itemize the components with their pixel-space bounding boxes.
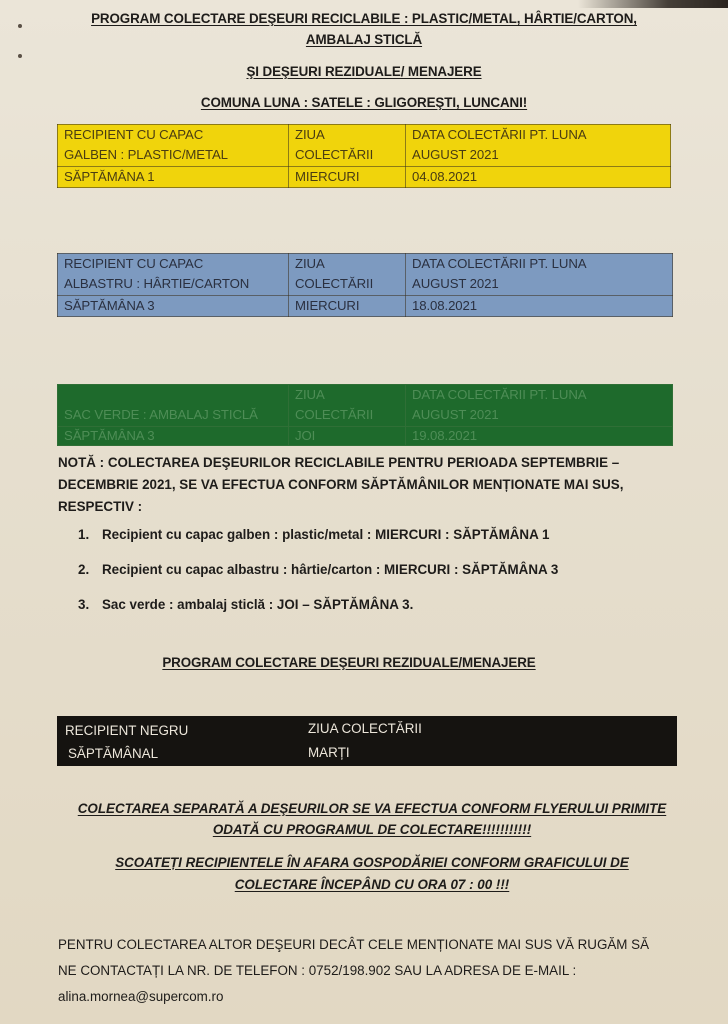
residual-title: PROGRAM COLECTARE DEŞEURI REZIDUALE/MENAJERE — [162, 655, 536, 670]
week-cell: SĂPTĂMÂNA 3 — [58, 296, 289, 317]
date-header-line-2: AUGUST 2021 — [412, 147, 499, 162]
day-header-line-2: COLECTĂRII — [295, 407, 374, 422]
day-header-cell — [289, 254, 406, 296]
green-bag-table — [57, 384, 673, 446]
contact-paragraph — [58, 932, 718, 1010]
date-header-line-1: DATA COLECTĂRII PT. LUNA — [412, 127, 587, 142]
list-item-number: 3. — [78, 597, 90, 612]
note-line-2: DECEMBRIE 2021, SE VA EFECTUA CONFORM SĂPTĂMÂNILOR MENȚIONATE MAI SUS, — [58, 477, 624, 492]
title-line-3: ŞI DEŞEURI REZIDUALE/ MENAJERE — [246, 64, 482, 79]
list-item — [78, 527, 558, 562]
day-header-cell — [289, 385, 406, 427]
title-line-1: PROGRAM COLECTARE DEŞEURI RECICLABILE : PLASTIC/METAL, HÂRTIE/CARTON, — [91, 11, 637, 26]
day-header-line-1: ZIUA — [295, 256, 325, 271]
recipient-cell — [58, 254, 289, 296]
date-cell: 18.08.2021 — [406, 296, 673, 317]
note-line-1: NOTĂ : COLECTAREA DEŞEURILOR RECICLABILE PENTRU PERIOADA SEPTEMBRIE – — [58, 455, 620, 470]
day-header-line-2: COLECTĂRII — [295, 147, 374, 162]
date-header-line-2: AUGUST 2021 — [412, 276, 499, 291]
recipient-line-2: GALBEN : PLASTIC/METAL — [64, 147, 228, 162]
day-cell: MARȚI — [308, 745, 350, 760]
recipient-line-1 — [64, 385, 282, 405]
date-header-cell — [406, 125, 671, 167]
black-bin-table — [57, 716, 677, 766]
warning-line-1: COLECTAREA SEPARATĂ A DEŞEURILOR SE VA EFECTUA CONFORM FLYERULUI PRIMITE — [77, 801, 667, 816]
date-header-cell — [406, 385, 673, 427]
table-row — [58, 427, 673, 446]
contact-email[interactable]: alina.mornea@supercom.ro — [58, 989, 224, 1004]
table-row — [58, 125, 671, 167]
date-header-line-2: AUGUST 2021 — [412, 407, 499, 422]
list-item-text: Recipient cu capac albastru : hârtie/carton : MIERCURI : SĂPTĂMÂNA 3 — [102, 562, 559, 577]
note-line-3: RESPECTIV : — [58, 499, 143, 514]
recipient-line-1: RECIPIENT CU CAPAC — [64, 256, 204, 271]
warning-line-3: SCOATEȚI RECIPIENTELE ÎN AFARA GOSPODĂRIEI CONFORM GRAFICULUI DE — [115, 855, 629, 870]
day-header-line-2: COLECTĂRII — [295, 276, 374, 291]
list-item-number: 1. — [78, 527, 90, 542]
list-item-text: Recipient cu capac galben : plastic/metal : MIERCURI : SĂPTĂMÂNA 1 — [102, 527, 550, 542]
date-header-line-1: DATA COLECTĂRII PT. LUNA — [412, 387, 587, 402]
date-header-line-1: DATA COLECTĂRII PT. LUNA — [412, 256, 587, 271]
day-header: ZIUA COLECTĂRII — [308, 721, 422, 736]
list-item — [78, 597, 558, 632]
list-item — [78, 562, 558, 597]
location-heading: COMUNA LUNA : SATELE : GLIGOREŞTI, LUNCANI! — [200, 95, 528, 110]
table-row — [58, 167, 671, 188]
list-item-text: Sac verde : ambalaj sticlă : JOI – SĂPTĂMÂNA 3. — [102, 597, 414, 612]
schedule-list — [78, 527, 558, 632]
table-row — [58, 254, 673, 296]
recipient-line-2: SAC VERDE : AMBALAJ STICLĂ — [64, 407, 258, 422]
punch-hole — [18, 54, 22, 58]
table-row — [58, 296, 673, 317]
day-cell: JOI — [289, 427, 406, 446]
recipient-cell — [58, 385, 289, 427]
recipient-line-2: ALBASTRU : HÂRTIE/CARTON — [64, 276, 250, 291]
title-line-2: AMBALAJ STICLĂ — [305, 32, 423, 47]
recipient-line-2: SĂPTĂMÂNAL — [68, 746, 159, 761]
warning-line-4: COLECTARE ÎNCEPÂND CU ORA 07 : 00 !!! — [234, 877, 510, 892]
week-cell: SĂPTĂMÂNA 1 — [58, 167, 289, 188]
date-cell: 04.08.2021 — [406, 167, 671, 188]
table-row — [58, 385, 673, 427]
date-cell: 19.08.2021 — [406, 427, 673, 446]
contact-line-1: PENTRU COLECTAREA ALTOR DEŞEURI DECÂT CELE MENȚIONATE MAI SUS VĂ RUGĂM SĂ — [58, 937, 650, 952]
note-paragraph — [58, 452, 698, 518]
day-header-line-1: ZIUA — [295, 387, 325, 402]
yellow-bin-table — [57, 124, 671, 188]
recipient-line-1: RECIPIENT NEGRU — [65, 723, 189, 738]
day-cell: MIERCURI — [289, 296, 406, 317]
recipient-cell — [58, 125, 289, 167]
day-header-cell — [289, 125, 406, 167]
contact-line-2: NE CONTACTAȚI LA NR. DE TELEFON : 0752/198.902 SAU LA ADRESA DE E-MAIL : — [58, 963, 577, 978]
day-cell: MIERCURI — [289, 167, 406, 188]
list-item-number: 2. — [78, 562, 90, 577]
date-header-cell — [406, 254, 673, 296]
day-header-line-1: ZIUA — [295, 127, 325, 142]
background-shadow — [578, 0, 728, 8]
warning-line-2: ODATĂ CU PROGRAMUL DE COLECTARE!!!!!!!!!!! — [212, 822, 532, 837]
week-cell: SĂPTĂMÂNA 3 — [58, 427, 289, 446]
recipient-line-1: RECIPIENT CU CAPAC — [64, 127, 204, 142]
blue-bin-table — [57, 253, 673, 317]
